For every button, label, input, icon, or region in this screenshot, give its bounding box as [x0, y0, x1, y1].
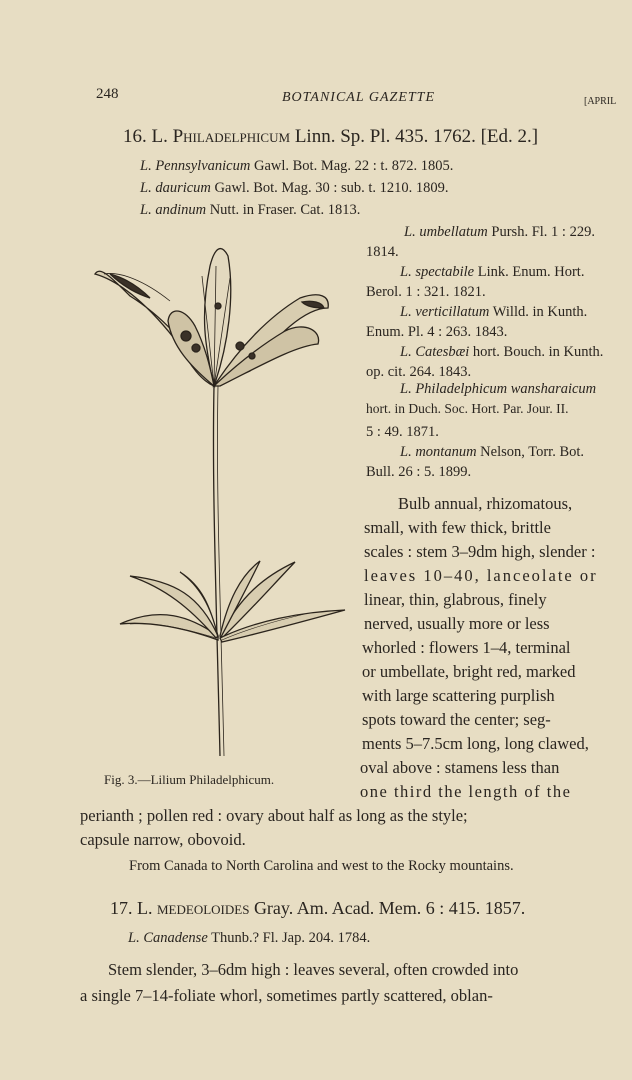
range-statement: From Canada to North Carolina and west to the Rocky mountains.: [129, 858, 514, 874]
species-number: 16.: [123, 126, 147, 147]
desc-line: one third the length of the: [360, 782, 572, 801]
desc-line: oval above : stamens less than: [360, 758, 560, 777]
synonym-line: L. Canadense Thunb.? Fl. Jap. 204. 1784.: [128, 930, 371, 946]
desc-line: ments 5–7.5cm long, long clawed,: [362, 734, 589, 753]
species-name: L. medeoloides: [137, 898, 250, 918]
synonym-cont: 5 : 49. 1871.: [366, 424, 439, 440]
desc-tail-line: perianth ; pollen red : ovary about half as long as the style;: [80, 806, 468, 825]
desc-line: small, with few thick, brittle: [364, 518, 551, 537]
species-citation: Linn. Sp. Pl. 435. 1762. [Ed. 2.]: [294, 126, 539, 147]
synonym-cont: Berol. 1 : 321. 1821.: [366, 284, 486, 300]
desc-tail-line: capsule narrow, obovoid.: [80, 830, 246, 849]
species-citation: Gray. Am. Acad. Mem. 6 : 415. 1857.: [253, 898, 526, 918]
synonym-line: L. dauricum Gawl. Bot. Mag. 30 : sub. t. 1210. 1809.: [140, 180, 449, 196]
desc-line: linear, thin, glabrous, finely: [364, 590, 547, 609]
synonym-line: L. andinum Nutt. in Fraser. Cat. 1813.: [140, 202, 361, 218]
synonym-line: L. montanum Nelson, Torr. Bot.: [400, 444, 585, 460]
desc-line: leaves 10–40, lanceolate or: [364, 566, 598, 585]
synonym-cont: 1814.: [366, 244, 399, 260]
desc-line: Bulb annual, rhizomatous,: [398, 494, 573, 513]
synonym-line: L. Philadelphicum wansharaicum: [400, 381, 597, 397]
species-name: L. Philadelphicum: [151, 126, 291, 147]
desc-line: whorled : flowers 1–4, terminal: [362, 638, 571, 657]
figure-caption: Fig. 3.—Lilium Philadelphicum.: [104, 772, 275, 787]
synonym-line: L. spectabile Link. Enum. Hort.: [400, 264, 585, 280]
species-16-heading: [123, 126, 538, 148]
synonym-cont: Enum. Pl. 4 : 263. 1843.: [366, 324, 508, 340]
species-17-heading: [110, 898, 525, 919]
desc-line: Stem slender, 3–6dm high : leaves several, often crowded into: [108, 960, 519, 979]
synonym-line: L. Pennsylvanicum Gawl. Bot. Mag. 22 : t. 872. 1805.: [140, 158, 454, 174]
species-number: 17.: [110, 898, 133, 918]
desc-line: nerved, usually more or less: [364, 614, 550, 633]
desc-line: scales : stem 3–9dm high, slender :: [364, 542, 596, 561]
desc-line: a single 7–14-foliate whorl, sometimes partly scattered, oblan-: [80, 986, 493, 1005]
page-number: 248: [96, 86, 119, 102]
synonym-cont: op. cit. 264. 1843.: [366, 364, 472, 380]
month-label: [APRIL: [584, 96, 617, 107]
synonym-line: L. Catesbæi hort. Bouch. in Kunth.: [400, 344, 604, 360]
synonym-line: L. umbellatum Pursh. Fl. 1 : 229.: [404, 224, 595, 240]
desc-line: with large scattering purplish: [362, 686, 555, 705]
running-title: BOTANICAL GAZETTE: [282, 90, 436, 105]
synonym-line: L. verticillatum Willd. in Kunth.: [400, 304, 588, 320]
desc-line: or umbellate, bright red, marked: [362, 662, 576, 681]
lily-illustration: [90, 236, 350, 761]
synonym-cont: hort. in Duch. Soc. Hort. Par. Jour. II.: [366, 401, 569, 416]
synonym-cont: Bull. 26 : 5. 1899.: [366, 464, 472, 480]
desc-line: spots toward the center; seg-: [362, 710, 551, 729]
